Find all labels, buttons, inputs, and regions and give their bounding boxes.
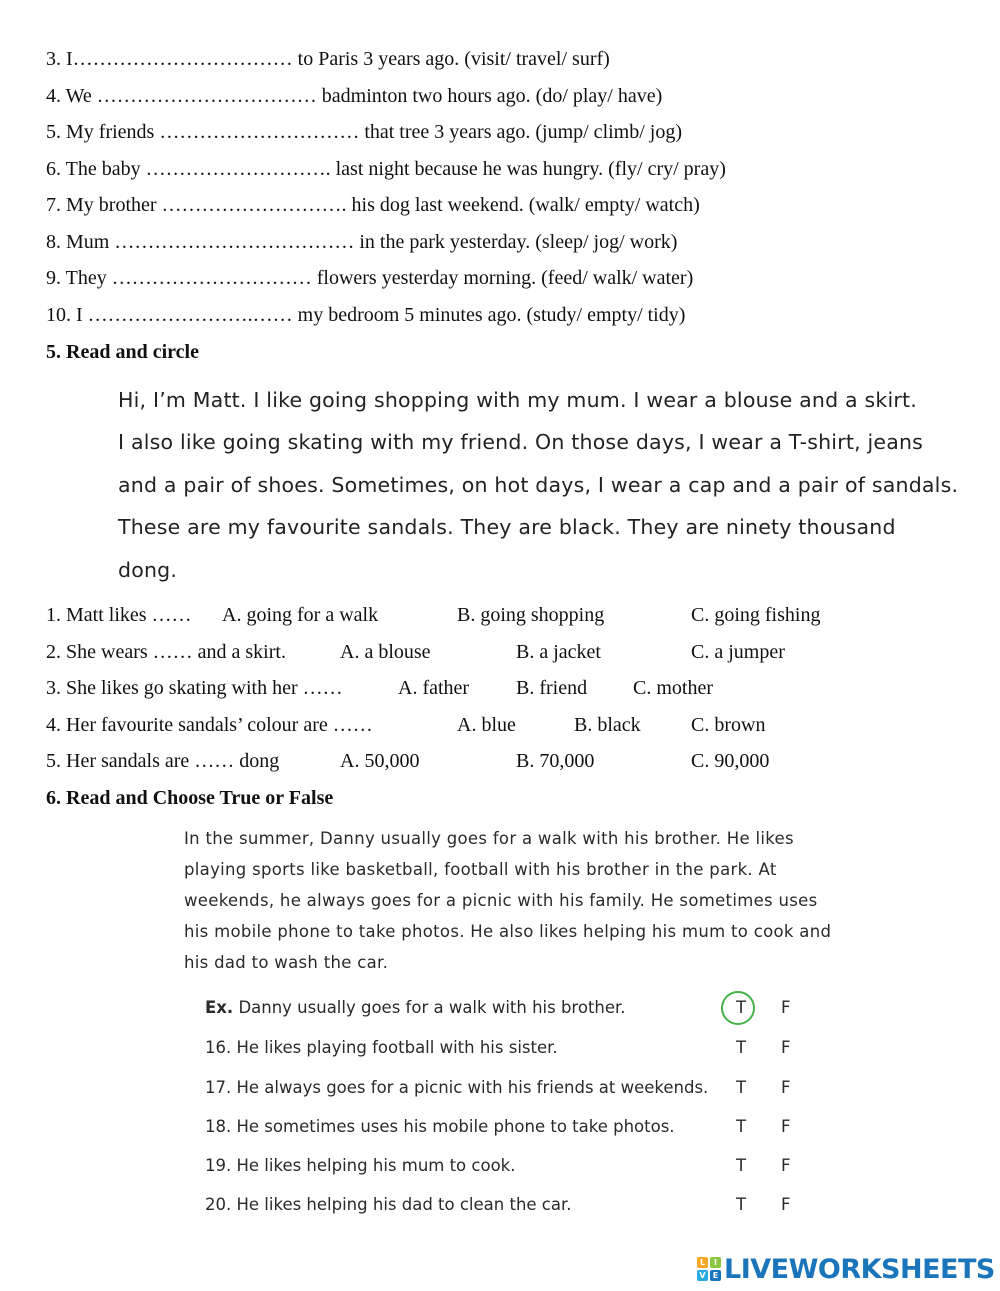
true-option[interactable]: T — [736, 1195, 747, 1214]
option-a[interactable]: A. a blouse — [340, 641, 431, 663]
option-c[interactable]: C. brown — [691, 714, 766, 736]
statement-number: Ex. — [205, 998, 234, 1017]
passage-line: his dad to wash the car. — [184, 953, 389, 972]
option-b[interactable]: B. friend — [516, 677, 588, 699]
statement-text: Danny usually goes for a walk with his brother. — [238, 998, 626, 1017]
false-option[interactable]: F — [781, 1038, 791, 1057]
option-b[interactable]: B. a jacket — [516, 641, 601, 663]
option-b[interactable]: B. 70,000 — [516, 750, 595, 772]
false-option[interactable]: F — [781, 1117, 791, 1136]
question-text: 1. Matt likes …… — [46, 604, 192, 626]
statement-text: He always goes for a picnic with his friends at weekends. — [236, 1078, 709, 1097]
logo-block: L — [697, 1257, 708, 1268]
statement-number: 16. — [205, 1038, 232, 1057]
false-option[interactable]: F — [781, 1195, 791, 1214]
option-c[interactable]: C. 90,000 — [691, 750, 770, 772]
option-c[interactable]: C. a jumper — [691, 641, 785, 663]
passage-line: his mobile phone to take photos. He also likes helping his mum to cook and — [184, 922, 832, 941]
statement-number: 20. — [205, 1195, 232, 1214]
question-text: 2. She wears …… and a skirt. — [46, 641, 286, 663]
true-option[interactable]: T — [736, 1117, 747, 1136]
logo-block: E — [710, 1270, 721, 1281]
passage-line: These are my favourite sandals. They are black. They are ninety thousand — [118, 515, 896, 539]
option-b[interactable]: B. black — [574, 714, 641, 736]
false-option[interactable]: F — [781, 998, 791, 1017]
true-option[interactable]: T — [736, 1038, 747, 1057]
exercise5-heading: 5. Read and circle — [46, 341, 199, 363]
passage-line: I also like going skating with my friend. On those days, I wear a T-shirt, jeans — [118, 430, 924, 454]
passage-line: playing sports like basketball, football with his brother in the park. At — [184, 860, 777, 879]
exercise4-item-7: 7. My brother ………………………. his dog last weekend. (walk/ empty/ watch) — [46, 194, 700, 216]
option-c[interactable]: C. going fishing — [691, 604, 821, 626]
exercise4-item-6: 6. The baby ………………………. last night because he was hungry. (fly/ cry/ pray) — [46, 158, 726, 180]
passage-line: Hi, I’m Matt. I like going shopping with my mum. I wear a blouse and a skirt. — [118, 388, 917, 412]
true-option[interactable]: T — [736, 1156, 747, 1175]
statement-text: He likes playing football with his sister. — [236, 1038, 558, 1057]
passage-line: weekends, he always goes for a picnic with his family. He sometimes uses — [184, 891, 818, 910]
statement-number: 18. — [205, 1117, 232, 1136]
liveworksheets-logo — [697, 1252, 995, 1286]
true-option[interactable]: T — [736, 998, 747, 1017]
exercise4-item-9: 9. They ………………………… flowers yesterday morning. (feed/ walk/ water) — [46, 267, 694, 289]
question-text: 5. Her sandals are …… dong — [46, 750, 280, 772]
logo-block: V — [697, 1270, 708, 1281]
exercise4-item-8: 8. Mum ……………………………… in the park yesterday. (sleep/ jog/ work) — [46, 231, 678, 253]
statement-number: 17. — [205, 1078, 232, 1097]
exercise4-item-10: 10. I …………………….…… my bedroom 5 minutes ago. (study/ empty/ tidy) — [46, 304, 686, 326]
option-a[interactable]: A. 50,000 — [340, 750, 420, 772]
option-c[interactable]: C. mother — [633, 677, 713, 699]
statement-text: He likes helping his dad to clean the car. — [236, 1195, 572, 1214]
option-a[interactable]: A. blue — [457, 714, 516, 736]
statement-text: He likes helping his mum to cook. — [236, 1156, 516, 1175]
passage-line: dong. — [118, 558, 178, 582]
statement-text: He sometimes uses his mobile phone to take photos. — [236, 1117, 675, 1136]
exercise4-item-5: 5. My friends ………………………… that tree 3 years ago. (jump/ climb/ jog) — [46, 121, 683, 143]
option-a[interactable]: A. going for a walk — [222, 604, 379, 626]
question-text: 4. Her favourite sandals’ colour are …… — [46, 714, 373, 736]
passage-line: In the summer, Danny usually goes for a walk with his brother. He likes — [184, 829, 794, 848]
false-option[interactable]: F — [781, 1156, 791, 1175]
exercise4-item-4: 4. We …………………………… badminton two hours ago. (do/ play/ have) — [46, 85, 663, 107]
question-text: 3. She likes go skating with her …… — [46, 677, 343, 699]
option-a[interactable]: A. father — [398, 677, 470, 699]
option-b[interactable]: B. going shopping — [457, 604, 605, 626]
true-option[interactable]: T — [736, 1078, 747, 1097]
exercise6-heading: 6. Read and Choose True or False — [46, 787, 334, 809]
logo-text: LIVEWORKSHEETS — [724, 1253, 995, 1285]
logo-block: I — [710, 1257, 721, 1268]
passage-line: and a pair of shoes. Sometimes, on hot days, I wear a cap and a pair of sandals. — [118, 473, 959, 497]
false-option[interactable]: F — [781, 1078, 791, 1097]
statement-number: 19. — [205, 1156, 232, 1175]
exercise4-item-3: 3. I…………………………… to Paris 3 years ago. (visit/ travel/ surf) — [46, 48, 610, 70]
logo-blocks-icon — [697, 1257, 721, 1281]
